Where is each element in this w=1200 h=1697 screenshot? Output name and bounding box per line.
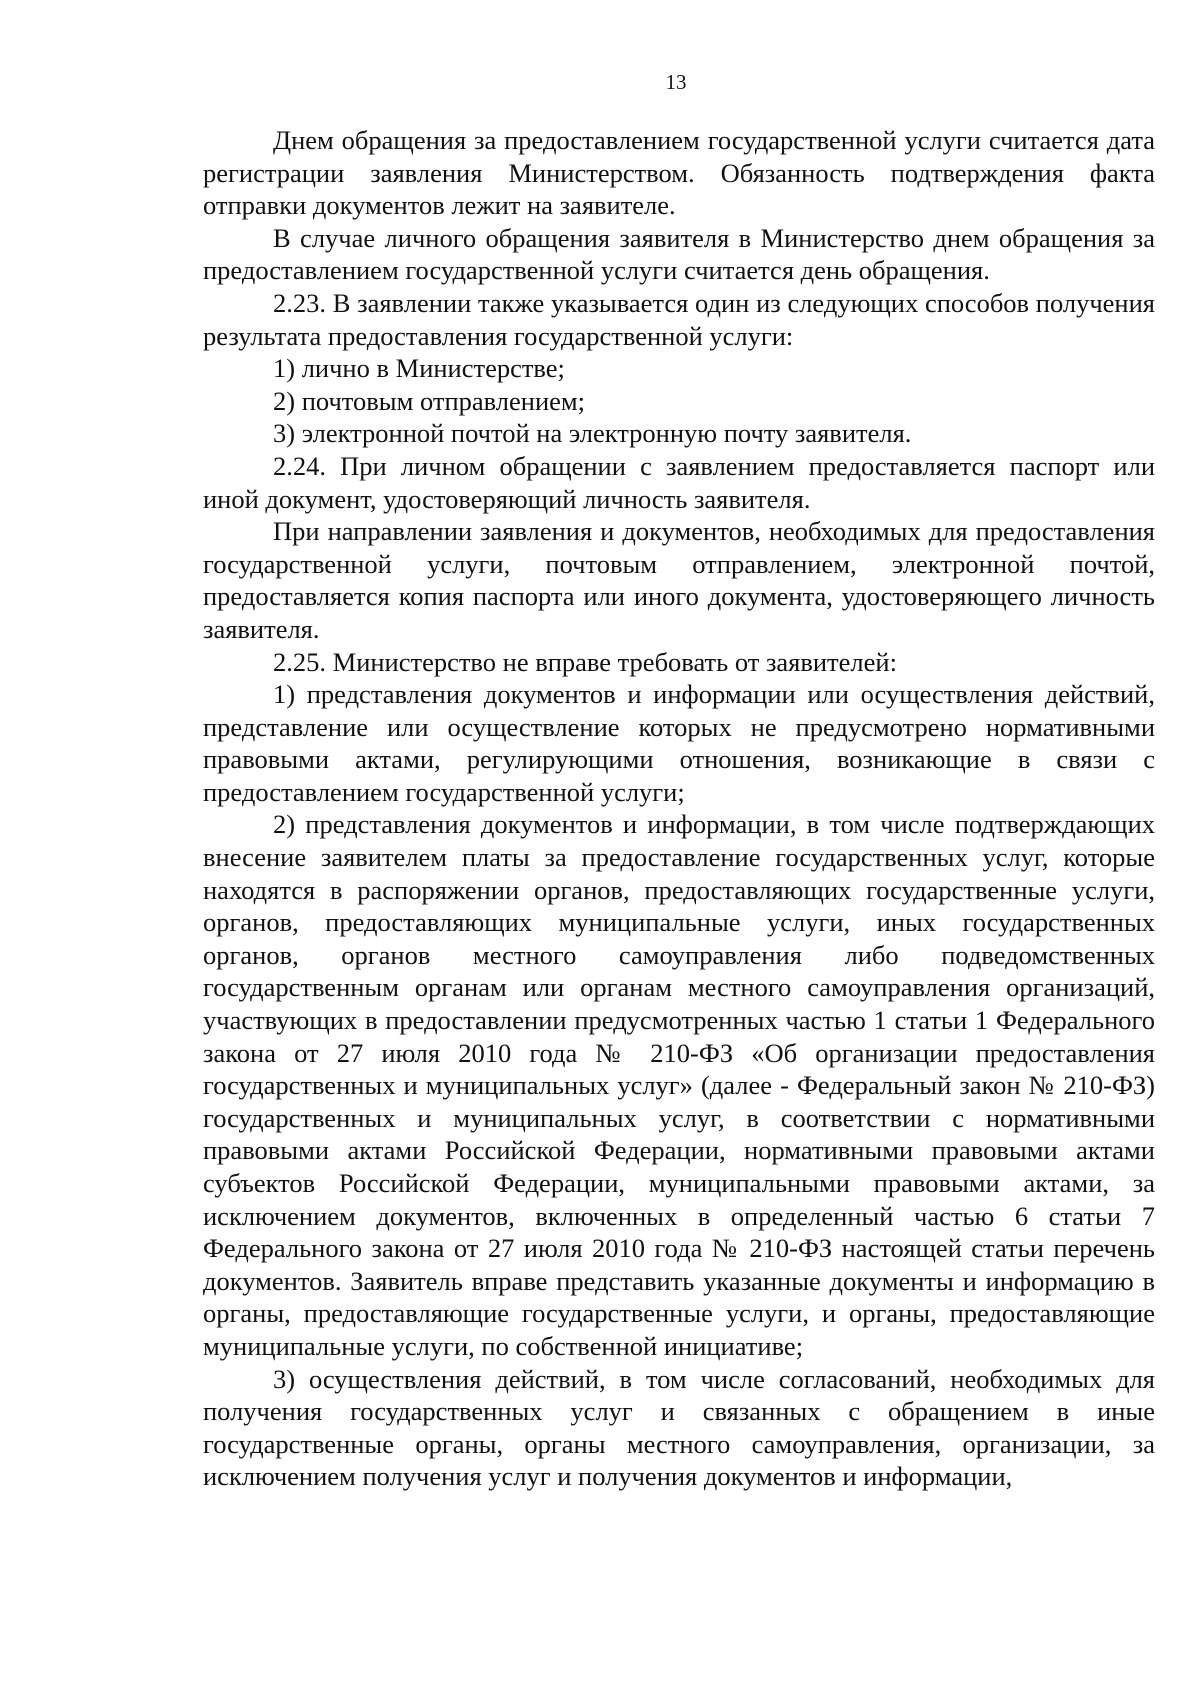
list-item-by-post: 2) почтовым отправлением; (273, 385, 586, 416)
page-number: 13 (665, 70, 687, 94)
list-item-in-person: 1) лично в Министерстве; (273, 353, 565, 384)
paragraph-2-23: 2.23. В заявлении также указывается один из следующих способов получения результата предоставления государственной услуги: (203, 287, 1155, 351)
list-item-requirement-1: 1) представления документов и информации или осуществления действий, представление или осуществление которых не предусмотрено нормативными правовыми актами, регулирующими отношения, возникающие в связи с предоставлением государственной услуги; (203, 679, 1155, 807)
paragraph-2-24: 2.24. При личном обращении с заявлением предоставляется паспорт или иной документ, удостоверяющий личность заявителя. (203, 450, 1155, 514)
document-body (203, 124, 1155, 1493)
paragraph-application-date: Днем обращения за предоставлением государственной услуги считается дата регистрации заявления Министерством. Обязанность подтверждения факта отправки документов лежит на заявителе. (203, 125, 1155, 221)
list-item-requirement-2: 2) представления документов и информации, в том числе подтверждающих внесение заявителем платы за предоставление государственных услуг, которые находятся в распоряжении органов, предоставляющих государственные услуги, органов, предоставляющих муниципальные услуги, иных государственных органов, органов местного самоуправления либо подведомственных государственным органам или органам местного самоуправления организаций, участвующих в предоставлении предусмотренных частью 1 статьи 1 Федерального закона от 27 июля 2010 года № 210-ФЗ «Об организации предоставления государственных и муниципальных услуг» (далее - Федеральный закон № 210-ФЗ) государственных и муниципальных услуг, в соответствии с нормативными правовыми актами Российской Федерации, нормативными правовыми актами субъектов Российской Федерации, муниципальными правовыми актами, за исключением документов, включенных в определенный частью 6 статьи 7 Федерального закона от 27 июля 2010 года № 210-ФЗ настоящей статьи перечень документов. Заявитель вправе представить указанные документы и информацию в органы, предоставляющие государственные услуги, и органы, предоставляющие муниципальные услуги, по собственной инициативе; (203, 809, 1155, 1361)
list-item-requirement-3: 3) осуществления действий, в том числе согласований, необходимых для получения государственных услуг и связанных с обращением в иные государственные органы, органы местного самоуправления, организации, за исключением получения услуг и получения документов и информации, (203, 1363, 1155, 1492)
list-item-by-email: 3) электронной почтой на электронную почту заявителя. (273, 418, 912, 449)
paragraph-passport-copy: При направлении заявления и документов, необходимых для предоставления государственной услуги, почтовым отправлением, электронной почтой, предоставляется копия паспорта или иного документа, удостоверяющего личность заявителя. (203, 516, 1155, 644)
paragraph-2-25: 2.25. Министерство не вправе требовать от заявителей: (273, 646, 897, 677)
paragraph-personal-visit: В случае личного обращения заявителя в Министерство днем обращения за предоставлением государственной услуги считается день обращения. (203, 222, 1155, 286)
